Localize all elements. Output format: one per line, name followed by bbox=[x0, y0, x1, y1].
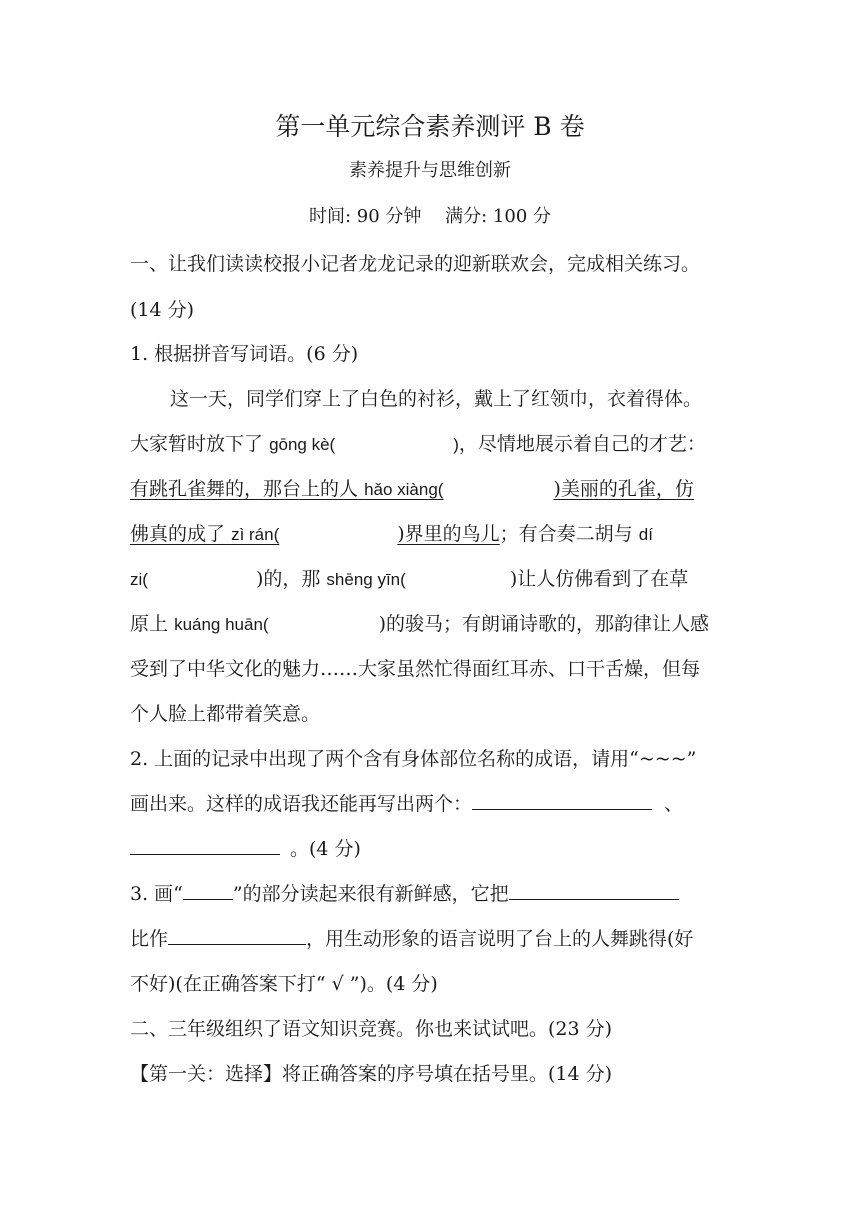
q2-text: 画出来。这样的成语我还能再写出两个： bbox=[130, 793, 473, 815]
answer-line[interactable] bbox=[509, 881, 679, 900]
q1-paragraph-line8: 个人脸上都带着笑意。 bbox=[130, 703, 321, 725]
q1-paragraph-line3 bbox=[130, 475, 730, 504]
q1-text: 这一天，同学们穿上了白色的衬衫，戴上了红领巾，衣着得体。 bbox=[170, 388, 703, 410]
q1-paragraph-line6 bbox=[130, 610, 730, 639]
q1-text: )美丽的孔雀，仿 bbox=[553, 478, 694, 500]
q1-paragraph-line7: 受到了中华文化的魅力……大家虽然忙得面红耳赤、口干舌燥，但每 bbox=[130, 658, 701, 680]
pinyin-kuanghuan: kuáng huān( bbox=[174, 615, 269, 634]
q1-text: 原上 bbox=[130, 613, 169, 635]
q1-text: )的，那 bbox=[255, 568, 321, 590]
page-title: 第一单元综合素养测评 B 卷 bbox=[275, 112, 585, 141]
q2-text: 、 bbox=[664, 793, 684, 815]
q2-line1: 2. 上面的记录中出现了两个含有身体部位名称的成语，请用“~~~” bbox=[130, 748, 697, 770]
section2-heading: 二、三年级组织了语文知识竞赛。你也来试试吧。(23 分) bbox=[130, 1018, 613, 1040]
q1-text: 佛真的成了 bbox=[130, 523, 226, 545]
q1-text: 有跳孔雀舞的，那台上的人 bbox=[130, 478, 359, 500]
q1-text: )的骏马；有朗诵诗歌的，那韵律让人感 bbox=[378, 613, 710, 635]
q1-paragraph-line2 bbox=[130, 430, 730, 459]
q1-heading: 1. 根据拼音写词语。(6 分) bbox=[130, 343, 359, 365]
q1-text: )让人仿佛看到了在草 bbox=[509, 568, 689, 590]
q1-text: 大家暂时放下了 bbox=[130, 433, 264, 455]
section1-score: (14 分) bbox=[130, 299, 195, 321]
q2-line2 bbox=[130, 790, 730, 818]
q1-paragraph-line1 bbox=[130, 385, 730, 413]
q1-text: ，尽情地展示着自己的才艺： bbox=[458, 433, 706, 455]
q3-line1 bbox=[130, 880, 730, 908]
exam-meta: 时间: 90 分钟 满分: 100 分 bbox=[309, 206, 551, 227]
pinyin-shengyin: shēng yīn( bbox=[326, 570, 406, 589]
q3-text: ”的部分读起来很有新鲜感，它把 bbox=[232, 883, 509, 905]
section1-heading: 一、让我们读读校报小记者龙龙记录的迎新联欢会，完成相关练习。 bbox=[130, 253, 701, 275]
underline-sample bbox=[183, 881, 233, 900]
answer-line[interactable] bbox=[472, 791, 652, 810]
pinyin-ziran: zì rán( bbox=[231, 525, 280, 544]
q1-paragraph-line4 bbox=[130, 520, 730, 549]
q1-text: )界里的鸟儿 bbox=[397, 523, 500, 545]
q3-line2 bbox=[130, 925, 730, 953]
q3-text: ，用生动形象的语言说明了台上的人舞跳得(好 bbox=[306, 928, 694, 950]
answer-line[interactable] bbox=[168, 926, 306, 945]
q3-text: 比作 bbox=[130, 928, 169, 950]
q1-paragraph-line5 bbox=[130, 565, 730, 594]
page-subtitle: 素养提升与思维创新 bbox=[349, 160, 511, 181]
section2-level1: 【第一关：选择】将正确答案的序号填在括号里。(14 分) bbox=[130, 1063, 613, 1085]
q3-text: 3. 画“ bbox=[130, 883, 183, 905]
paren-close: ) bbox=[453, 435, 459, 454]
q1-text: ；有合奏二胡与 bbox=[499, 523, 633, 545]
pinyin-gongke: gōng kè( bbox=[269, 435, 336, 454]
q2-line3 bbox=[130, 835, 730, 863]
pinyin-zi: zi( bbox=[130, 570, 148, 589]
pinyin-haoxiang: hǎo xiàng( bbox=[364, 480, 444, 499]
q2-text: 。(4 分) bbox=[290, 838, 361, 860]
q3-line3: 不好)(在正确答案下打“ √ ”)。(4 分) bbox=[130, 973, 438, 995]
answer-line[interactable] bbox=[130, 836, 280, 855]
pinyin-di: dí bbox=[638, 525, 653, 544]
